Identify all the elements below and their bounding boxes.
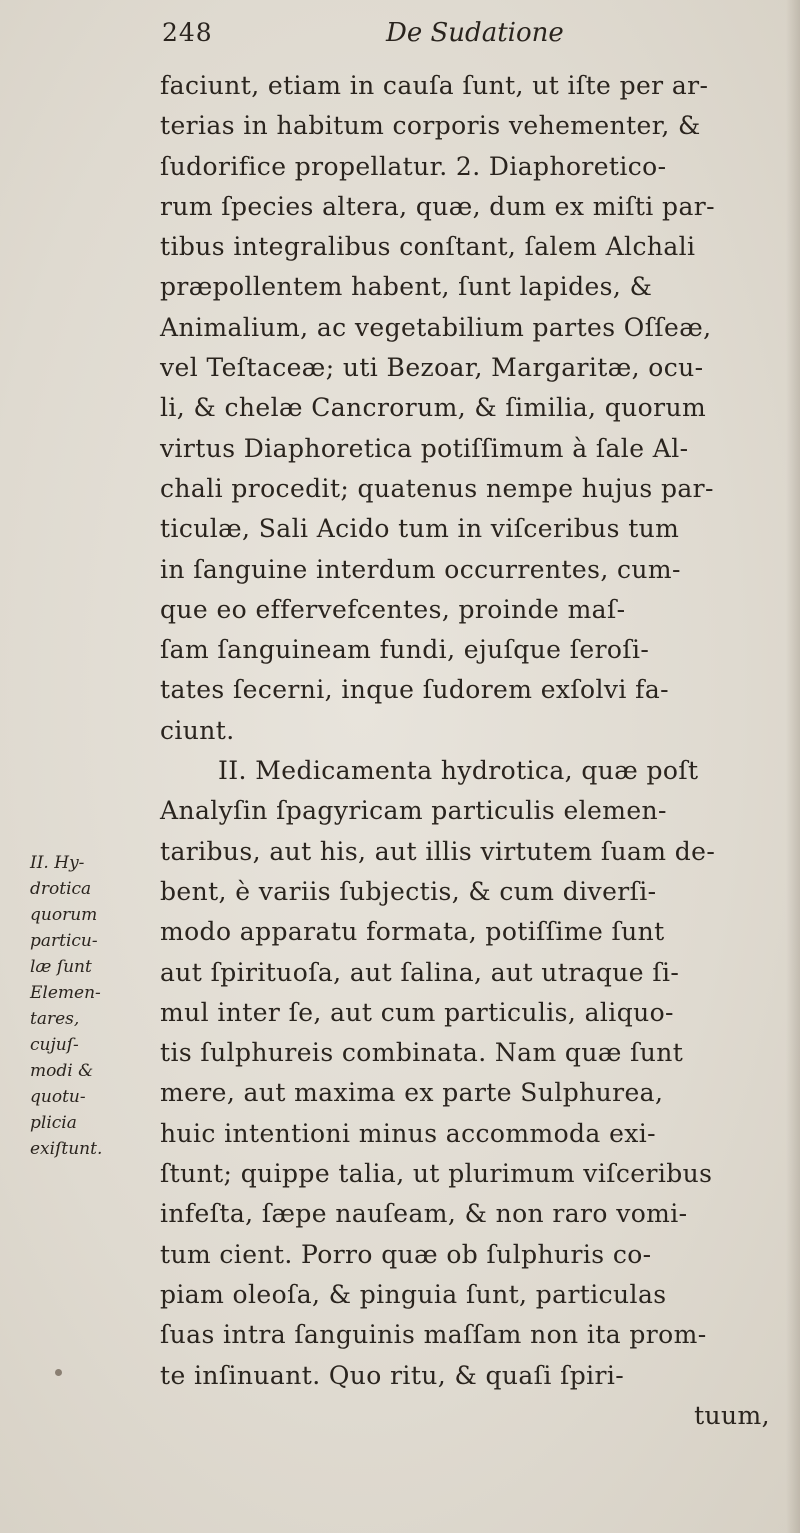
margin-note-line: læ ſunt: [30, 957, 92, 977]
text-line: huic intentioni minus accommoda exi-: [160, 1118, 657, 1148]
margin-note-line: modi &: [30, 1061, 94, 1081]
margin-note-line: exiſtunt.: [30, 1139, 103, 1159]
text-line: Animalium, ac vegetabilium partes Oſſeæ,: [160, 312, 712, 342]
margin-note-line: cujuſ-: [30, 1035, 79, 1055]
text-line: tis ſulphureis combinata. Nam quæ ſunt: [160, 1038, 684, 1068]
text-line: ſtunt; quippe talia, ut plurimum viſceribus: [160, 1159, 713, 1189]
text-line: chali procedit; quatenus nempe hujus par-: [160, 473, 714, 503]
margin-note-line: plicia: [30, 1113, 77, 1133]
text-line: II. Medicamenta hydrotica, quæ poſt: [218, 756, 699, 786]
body-text: [160, 66, 770, 1436]
text-line: te inſinuant. Quo ritu, & quaſi ſpiri-: [160, 1360, 625, 1390]
margin-note-line: drotica: [30, 879, 92, 899]
text-line: piam oleoſa, & pinguia ſunt, particulas: [160, 1279, 667, 1309]
text-line: virtus Diaphoretica potiſſimum à ſale Al-: [160, 433, 689, 463]
text-line: mul inter ſe, aut cum particulis, aliquo-: [160, 997, 674, 1027]
text-line: tibus integralibus conſtant, ſalem Alchali: [160, 232, 696, 262]
margin-note-line: quorum: [30, 905, 98, 925]
text-line: ticulæ, Sali Acido tum in viſceribus tum: [160, 514, 680, 544]
text-line: terias in habitum corporis vehementer, &: [160, 111, 701, 141]
margin-note-line: II. Hy-: [30, 853, 85, 873]
text-line: Analyſin ſpagyricam particulis elemen-: [160, 796, 667, 826]
text-line: aut ſpirituoſa, aut ſalina, aut utraque ſi-: [160, 957, 680, 987]
text-line: faciunt, etiam in cauſa ſunt, ut iſte per ar-: [160, 71, 709, 100]
catchword: tuum,: [694, 1400, 770, 1430]
text-line: infeſta, ſæpe nauſeam, & non raro vomi-: [160, 1199, 688, 1229]
margin-note: [30, 850, 155, 1162]
page-header: [158, 16, 748, 56]
text-line: tum cient. Porro quæ ob ſulphuris co-: [160, 1239, 652, 1269]
margin-note-line: tares,: [30, 1009, 80, 1029]
text-line: vel Teſtaceæ; uti Bezoar, Margaritæ, ocu-: [160, 353, 704, 383]
text-line: ſudorifice propellatur. 2. Diaphoretico-: [160, 151, 667, 181]
text-line: mere, aut maxima ex parte Sulphurea,: [160, 1078, 664, 1108]
text-line: in ſanguine interdum occurrentes, cum-: [160, 554, 681, 584]
page-number: 248: [162, 18, 213, 47]
text-line: taribus, aut his, aut illis virtutem ſuam de-: [160, 836, 716, 866]
ink-speck: [55, 1369, 62, 1376]
text-line: ciunt.: [160, 715, 235, 745]
text-line: ſuas intra ſanguinis maſſam non ita prom-: [160, 1320, 707, 1350]
text-line: li, & chelæ Cancrorum, & ſimilia, quorum: [160, 393, 707, 423]
margin-note-line: Elemen-: [30, 983, 101, 1003]
text-line: præpollentem habent, ſunt lapides, &: [160, 272, 653, 302]
text-line: rum ſpecies altera, quæ, dum ex miſti par-: [160, 191, 715, 221]
text-line: bent, è variis ſubjectis, & cum diverſi-: [160, 876, 657, 906]
text-line: ſam ſanguineam fundi, ejuſque ſeroſi-: [160, 635, 650, 665]
page-edge-shadow: [786, 0, 800, 1533]
margin-note-line: particu-: [30, 931, 98, 951]
running-title: De Sudatione: [386, 18, 564, 48]
text-line: tates ſecerni, inque ſudorem exſolvi fa-: [160, 675, 669, 705]
text-line: que eo effervefcentes, proinde maſ-: [160, 594, 626, 624]
text-line: modo apparatu formata, potiſſime ſunt: [160, 917, 665, 947]
margin-note-line: quotu-: [30, 1087, 86, 1107]
